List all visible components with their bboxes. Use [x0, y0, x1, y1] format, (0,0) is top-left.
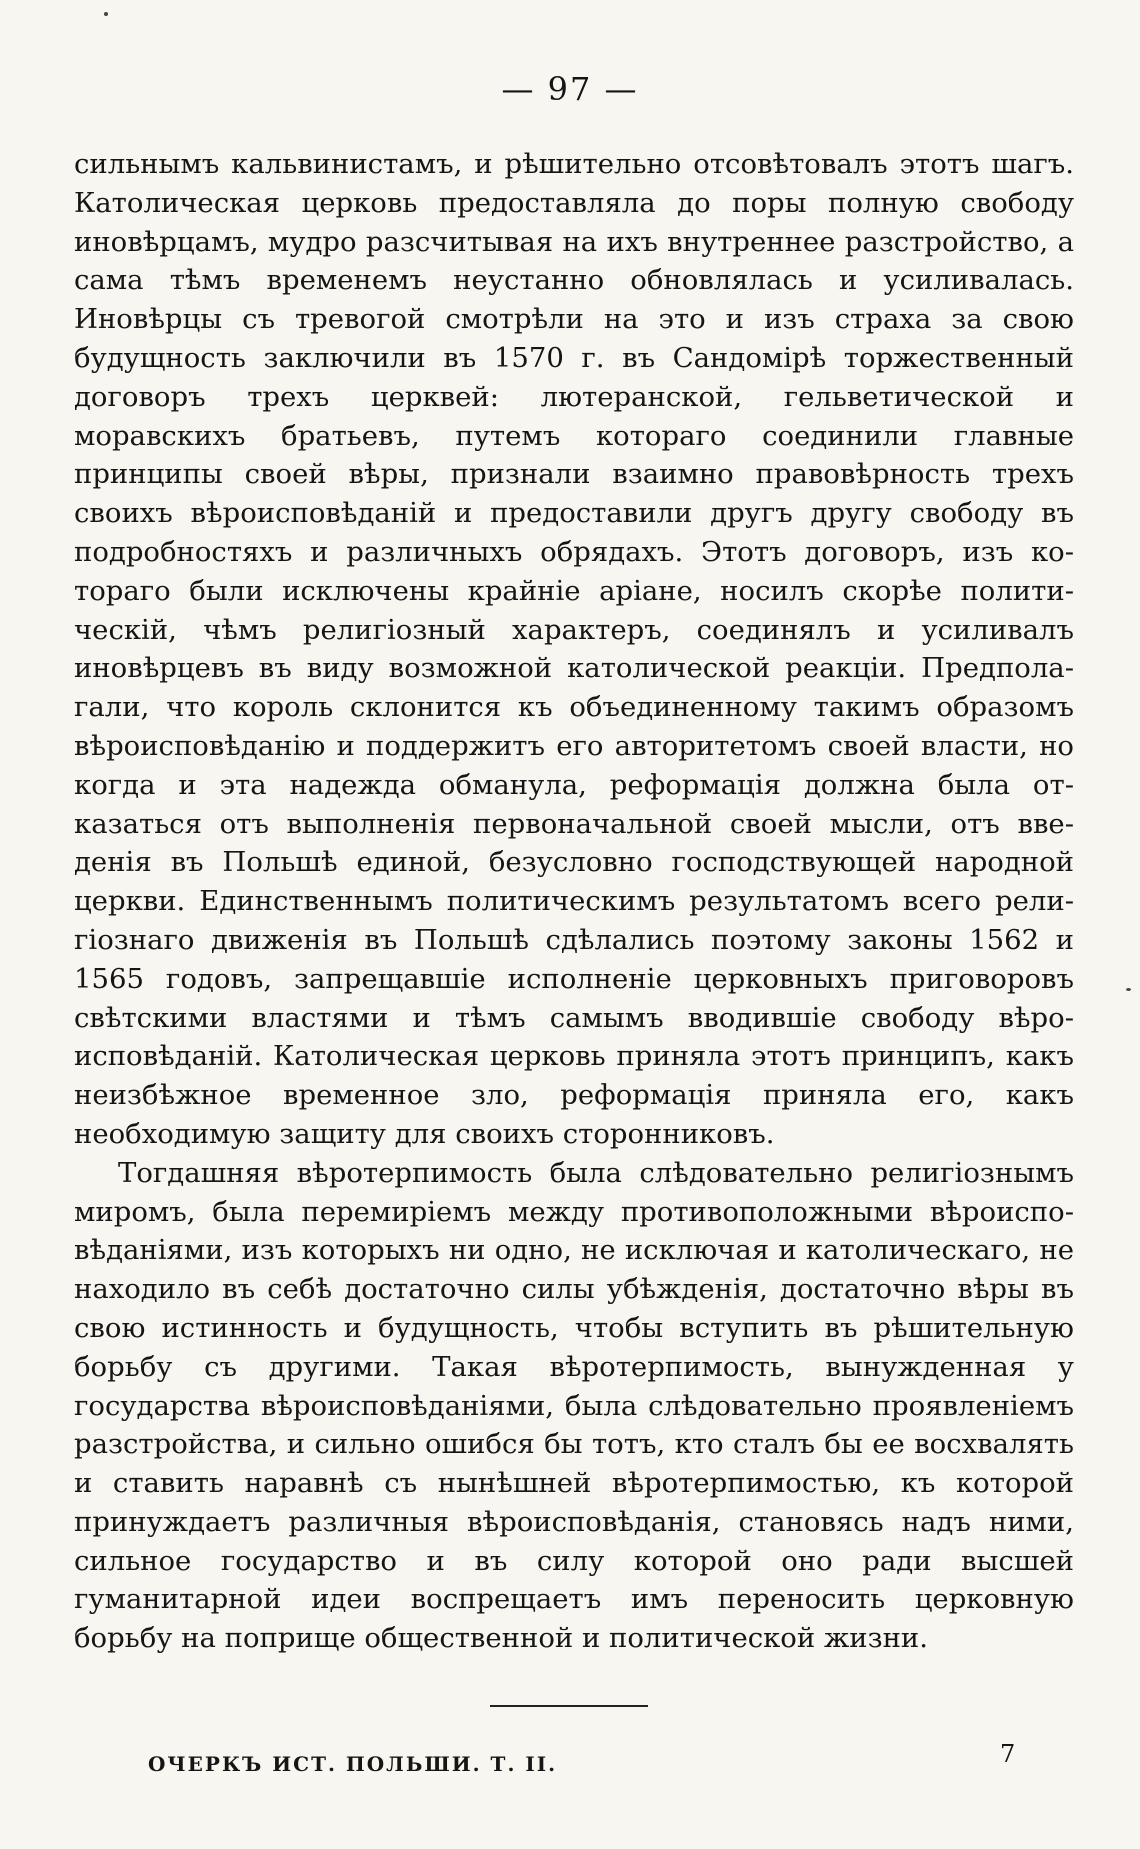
print-speck	[1126, 988, 1131, 991]
running-title: ОЧЕРКЪ ИСТ. ПОЛЬШИ. Т. II.	[148, 1752, 558, 1776]
footnote-rule	[490, 1705, 648, 1707]
page-number: — 97 —	[501, 70, 639, 108]
signature-mark: 7	[1000, 1740, 1016, 1768]
body-text	[74, 145, 1074, 1658]
paragraph: Тогдашняя вѣротерпимость была слѣдовательно религіознымъ миромъ, была перемиріемъ между противоположными вѣроисповѣданіями, изъ которыхъ ни одно, не исключая и католическаго, не находило въ себѣ достаточно силы убѣжденія, достаточно вѣры въ свою истинность и будущность, чтобы вступить въ рѣшительную борьбу съ другими. Такая вѣротерпимость, вынужденная у государства вѣроисповѣданіями, была слѣдовательно проявленіемъ разстройства, и сильно ошибся бы тотъ, кто сталъ бы ее восхвалять и ставить наравнѣ съ нынѣшней вѣротерпимостью, къ которой принуждаетъ различныя вѣроисповѣданія, становясь надъ ними, сильное государство и въ силу которой оно ради высшей гуманитарной идеи воспрещаетъ имъ переносить церковную борьбу на поприще общественной и политической жизни.	[74, 1156, 1074, 1655]
print-speck	[104, 12, 108, 16]
paragraph: сильнымъ кальвинистамъ, и рѣшительно отсовѣтовалъ этотъ шагъ. Католическая церковь предоставляла до поры полную свободу иновѣрцамъ, мудро разсчитывая на ихъ внутреннее разстройство, а сама тѣмъ временемъ неустанно обновлялась и усиливалась. Иновѣрцы съ тревогой смотрѣли на это и изъ страха за свою будущность заключили въ 1570 г. въ Сандомірѣ торжественный договоръ трехъ церквей: лютеранской, гельветической и моравскихъ братьевъ, путемъ котораго соединили главные принципы своей вѣры, признали взаимно правовѣрность трехъ своихъ вѣроисповѣданій и предоставили другъ другу свободу въ подробностяхъ и различныхъ обрядахъ. Этотъ договоръ, изъ котораго были исключены крайніе аріане, носилъ скорѣе политическій, чѣмъ религіозный характеръ, соединялъ и усиливалъ иновѣрцевъ въ виду возможной католической реакціи. Предполагали, что король склонится къ объединенному такимъ образомъ вѣроисповѣданію и поддержитъ его авторитетомъ своей власти, но когда и эта надежда обманула, реформація должна была отказаться отъ выполненія первоначальной своей мысли, отъ введенія въ Польшѣ единой, безусловно господствующей народной церкви. Единственнымъ политическимъ результатомъ всего религіознаго движенія въ Польшѣ сдѣлались поэтому законы 1562 и 1565 годовъ, запрещавшіе исполненіе церковныхъ приговоровъ свѣтскими властями и тѣмъ самымъ вводившіе свободу вѣроисповѣданій. Католическая церковь приняла этотъ принципъ, какъ неизбѣжное временное зло, реформація приняла его, какъ необходимую защиту для своихъ сторонниковъ.	[74, 148, 1074, 1150]
